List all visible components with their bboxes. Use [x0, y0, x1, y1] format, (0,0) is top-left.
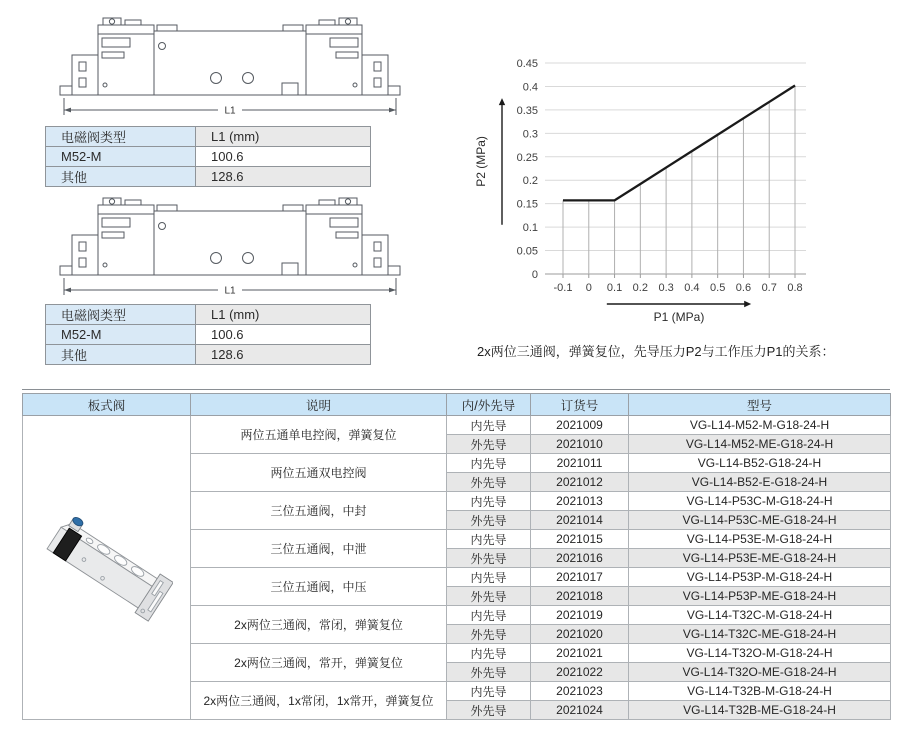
- dim-table-cell: 128.6: [196, 345, 371, 365]
- product-image-cell: [23, 416, 191, 720]
- chart-caption: 2x两位三通阀，弹簧复位，先导压力P2与工作压力P1的关系：: [477, 344, 835, 359]
- model-number-cell: VG-L14-T32O-ME-G18-24-H: [629, 663, 891, 682]
- y-tick-label: 0: [531, 269, 538, 281]
- pilot-type-cell: 外先导: [447, 549, 531, 568]
- model-number-cell: VG-L14-M52-M-G18-24-H: [629, 416, 891, 435]
- valve-description-cell: 三位五通阀，中封: [191, 492, 447, 530]
- ordering-table-wrap: [22, 389, 890, 720]
- y-axis-label: P2 (MPa): [474, 136, 488, 187]
- table-row: [23, 416, 891, 435]
- x-axis-arrowhead: [744, 301, 751, 307]
- dim-table-cell: 100.6: [196, 325, 371, 345]
- y-tick-label: 0.3: [522, 128, 538, 141]
- y-tick-label: 0.1: [522, 222, 538, 235]
- order-number-cell: 2021016: [531, 549, 629, 568]
- x-tick-label: 0.2: [632, 282, 648, 294]
- pilot-type-cell: 内先导: [447, 606, 531, 625]
- order-number-cell: 2021019: [531, 606, 629, 625]
- dimension-table-top: [45, 126, 371, 187]
- dim-table-header-cell: 电磁阀类型: [46, 127, 196, 147]
- x-tick-label: 0: [585, 282, 592, 294]
- valve-dimension-drawing-bottom: [58, 189, 402, 301]
- pilot-type-cell: 内先导: [447, 682, 531, 701]
- order-number-cell: 2021012: [531, 473, 629, 492]
- dim-table-cell: 其他: [46, 345, 196, 365]
- y-tick-label: 0.05: [516, 245, 538, 258]
- model-number-cell: VG-L14-P53P-ME-G18-24-H: [629, 587, 891, 606]
- x-tick-label: -0.1: [553, 282, 573, 294]
- model-number-cell: VG-L14-P53C-M-G18-24-H: [629, 492, 891, 511]
- ordering-table: [22, 393, 891, 720]
- order-number-cell: 2021015: [531, 530, 629, 549]
- x-tick-label: 0.4: [684, 282, 700, 294]
- model-number-cell: VG-L14-T32B-ME-G18-24-H: [629, 701, 891, 720]
- order-number-cell: 2021013: [531, 492, 629, 511]
- valve-description-cell: 2x两位三通阀，常闭，弹簧复位: [191, 606, 447, 644]
- model-number-cell: VG-L14-T32C-M-G18-24-H: [629, 606, 891, 625]
- dim-table-header-cell: 电磁阀类型: [46, 305, 196, 325]
- order-number-cell: 2021017: [531, 568, 629, 587]
- x-tick-label: 0.3: [658, 282, 674, 294]
- pilot-type-cell: 外先导: [447, 473, 531, 492]
- order-number-cell: 2021014: [531, 511, 629, 530]
- dimension-label: L1: [224, 285, 236, 297]
- order-number-cell: 2021010: [531, 435, 629, 454]
- order-number-cell: 2021018: [531, 587, 629, 606]
- order-number-cell: 2021024: [531, 701, 629, 720]
- model-number-cell: VG-L14-P53E-ME-G18-24-H: [629, 549, 891, 568]
- valve-description-cell: 2x两位三通阀，常开，弹簧复位: [191, 644, 447, 682]
- valve-description-cell: 三位五通阀，中泄: [191, 530, 447, 568]
- main-table-header-cell: 订货号: [531, 394, 629, 416]
- y-tick-label: 0.45: [516, 58, 538, 70]
- dim-table-header-cell: L1 (mm): [196, 127, 371, 147]
- dimension-label: L1: [224, 105, 236, 117]
- main-table-header-cell: 板式阀: [23, 394, 191, 416]
- dim-table-header-cell: L1 (mm): [196, 305, 371, 325]
- model-number-cell: VG-L14-P53E-M-G18-24-H: [629, 530, 891, 549]
- model-number-cell: VG-L14-P53P-M-G18-24-H: [629, 568, 891, 587]
- order-number-cell: 2021009: [531, 416, 629, 435]
- model-number-cell: VG-L14-P53C-ME-G18-24-H: [629, 511, 891, 530]
- order-number-cell: 2021022: [531, 663, 629, 682]
- p1-p2-pressure-chart: [470, 44, 822, 330]
- valve-description-cell: 两位五通双电控阀: [191, 454, 447, 492]
- y-axis-arrowhead: [499, 98, 505, 105]
- product-valve-image: [41, 490, 173, 646]
- dim-table-cell: M52-M: [46, 325, 196, 345]
- x-tick-label: 0.7: [761, 282, 777, 294]
- dim-table-cell: M52-M: [46, 147, 196, 167]
- order-number-cell: 2021023: [531, 682, 629, 701]
- x-tick-label: 0.6: [735, 282, 752, 294]
- model-number-cell: VG-L14-T32B-M-G18-24-H: [629, 682, 891, 701]
- pilot-type-cell: 外先导: [447, 625, 531, 644]
- main-table-header-cell: 说明: [191, 394, 447, 416]
- x-tick-label: 0.8: [787, 282, 803, 294]
- pilot-type-cell: 内先导: [447, 492, 531, 511]
- model-number-cell: VG-L14-M52-ME-G18-24-H: [629, 435, 891, 454]
- main-table-header-cell: 型号: [629, 394, 891, 416]
- pilot-type-cell: 内先导: [447, 568, 531, 587]
- dim-table-cell: 100.6: [196, 147, 371, 167]
- order-number-cell: 2021020: [531, 625, 629, 644]
- model-number-cell: VG-L14-T32C-ME-G18-24-H: [629, 625, 891, 644]
- order-number-cell: 2021021: [531, 644, 629, 663]
- order-number-cell: 2021011: [531, 454, 629, 473]
- x-tick-label: 0.5: [710, 282, 726, 294]
- valve-description-cell: 2x两位三通阀，1x常闭，1x常开，弹簧复位: [191, 682, 447, 720]
- pilot-type-cell: 内先导: [447, 644, 531, 663]
- pilot-type-cell: 内先导: [447, 530, 531, 549]
- y-tick-label: 0.35: [516, 104, 538, 117]
- pilot-type-cell: 外先导: [447, 435, 531, 454]
- y-tick-label: 0.2: [522, 175, 538, 188]
- pilot-type-cell: 内先导: [447, 416, 531, 435]
- pressure-curve: [563, 86, 795, 201]
- pilot-type-cell: 外先导: [447, 587, 531, 606]
- dimension-table-bottom: [45, 304, 371, 365]
- model-number-cell: VG-L14-B52-E-G18-24-H: [629, 473, 891, 492]
- model-number-cell: VG-L14-T32O-M-G18-24-H: [629, 644, 891, 663]
- pilot-type-cell: 外先导: [447, 511, 531, 530]
- valve-description-cell: 两位五通单电控阀，弹簧复位: [191, 416, 447, 454]
- x-axis-label: P1 (MPa): [653, 310, 705, 324]
- dim-table-cell: 其他: [46, 167, 196, 187]
- y-tick-label: 0.4: [522, 81, 538, 94]
- model-number-cell: VG-L14-B52-G18-24-H: [629, 454, 891, 473]
- x-tick-label: 0.1: [606, 282, 623, 294]
- y-tick-label: 0.15: [516, 198, 538, 211]
- pilot-type-cell: 外先导: [447, 701, 531, 720]
- main-table-header-cell: 内/外先导: [447, 394, 531, 416]
- valve-dimension-drawing-top: [58, 9, 402, 121]
- y-tick-label: 0.25: [516, 151, 538, 164]
- valve-description-cell: 三位五通阀，中压: [191, 568, 447, 606]
- pilot-type-cell: 内先导: [447, 454, 531, 473]
- dim-table-cell: 128.6: [196, 167, 371, 187]
- pilot-type-cell: 外先导: [447, 663, 531, 682]
